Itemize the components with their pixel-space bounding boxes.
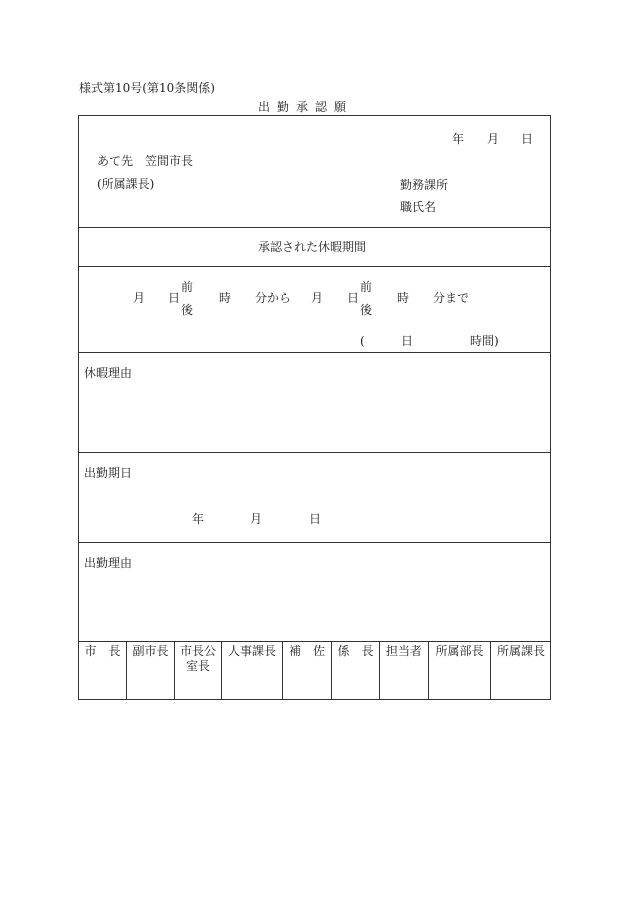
period-day-1: 日 bbox=[168, 291, 181, 305]
applicant-workplace-label: 勤務課所 bbox=[400, 178, 449, 192]
approval-staff: 担当者 bbox=[385, 644, 422, 658]
approval-hr-chief: 人事課長 bbox=[227, 644, 276, 658]
applicant-name-label: 職氏名 bbox=[400, 200, 437, 214]
period-days: 日 bbox=[401, 334, 414, 348]
date-day: 日 bbox=[521, 132, 534, 146]
date-month: 月 bbox=[487, 132, 500, 146]
work-date-month: 月 bbox=[250, 512, 263, 526]
addressee-dept-head: (所属課長) bbox=[97, 177, 155, 191]
work-reason-label: 出勤理由 bbox=[84, 556, 133, 570]
approval-deputy-mayor: 副市長 bbox=[132, 644, 169, 658]
section-approved-leave-title: 承認された休暇期間 bbox=[258, 240, 367, 254]
period-am-1: 前 bbox=[181, 280, 194, 294]
date-year: 年 bbox=[452, 132, 465, 146]
period-day-2: 日 bbox=[347, 291, 360, 305]
addressee-to: あて先 笠間市長 bbox=[97, 154, 194, 168]
period-paren-open: ( bbox=[360, 334, 365, 348]
divider-leave-title bbox=[78, 266, 551, 267]
work-date-year: 年 bbox=[192, 512, 205, 526]
approval-mayor: 市 長 bbox=[84, 644, 121, 658]
divider-period bbox=[78, 352, 551, 353]
period-month-1: 月 bbox=[133, 291, 146, 305]
approval-dept-director: 所属部長 bbox=[435, 644, 484, 658]
form-title: 出勤承認願 bbox=[258, 100, 354, 114]
divider-work-reason bbox=[78, 641, 551, 642]
form-frame bbox=[78, 115, 551, 700]
form-number: 様式第10号(第10条関係) bbox=[79, 81, 215, 95]
period-until: 分まで bbox=[433, 291, 470, 305]
period-hour-2: 時 bbox=[397, 291, 410, 305]
period-from: 分から bbox=[255, 291, 292, 305]
approval-division-chief: 所属課長 bbox=[496, 644, 545, 658]
period-pm-2: 後 bbox=[360, 303, 373, 317]
period-hour-1: 時 bbox=[219, 291, 232, 305]
work-date-label: 出勤期日 bbox=[84, 466, 133, 480]
period-pm-1: 後 bbox=[181, 303, 194, 317]
period-month-2: 月 bbox=[311, 291, 324, 305]
divider-work-date bbox=[78, 542, 551, 543]
period-am-2: 前 bbox=[360, 280, 373, 294]
approval-section-chief: 係 長 bbox=[337, 644, 374, 658]
leave-reason-label: 休暇理由 bbox=[84, 366, 133, 380]
period-hours: 時間) bbox=[470, 334, 499, 348]
divider-header bbox=[78, 227, 551, 228]
divider-leave-reason bbox=[78, 452, 551, 453]
approval-assistant: 補 佐 bbox=[288, 644, 325, 658]
work-date-day: 日 bbox=[309, 512, 322, 526]
approval-mayor-office-chief: 市長公 室長 bbox=[179, 644, 216, 673]
